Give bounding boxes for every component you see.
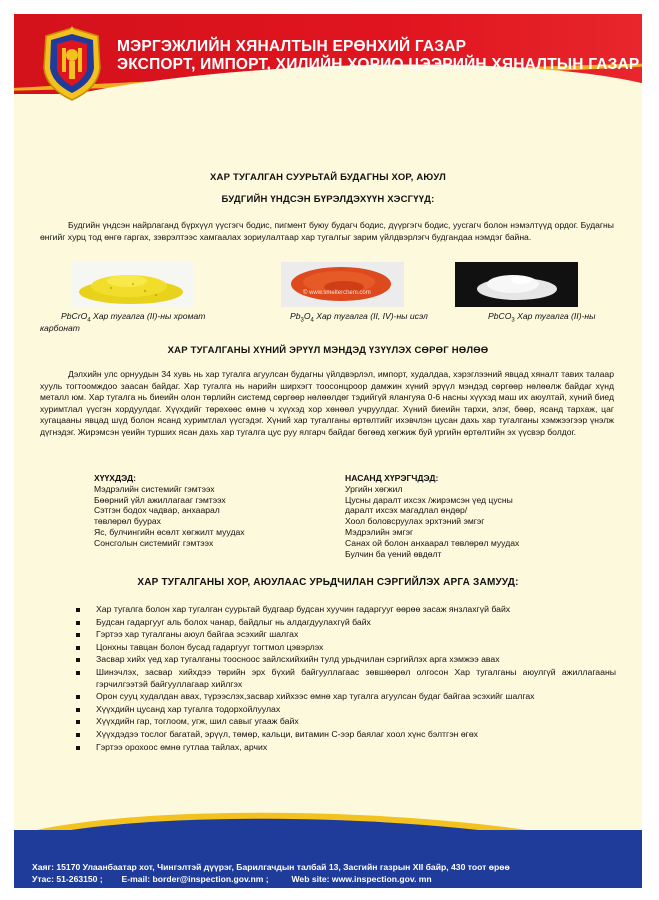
children-item: Сэтгэн бодох чадвар, анхаарал xyxy=(94,505,220,516)
carbonate-formula-sub: 3 xyxy=(511,317,515,324)
children-item: Мэдрэлийн системийг гэмтээх xyxy=(94,483,215,494)
adults-item: Хоол боловсруулах эрхтэний эмгэг xyxy=(345,516,485,527)
poster-page xyxy=(14,14,642,888)
chromate-formula: PbCrO xyxy=(61,311,88,321)
chromate-caption-text: Хар тугалга (II)-ны хромат xyxy=(90,311,206,321)
footer-website[interactable]: Web site: www.inspection.gov. mn xyxy=(291,874,432,884)
footer-phone: Утас: 51-263150 ; xyxy=(32,874,103,884)
components-paragraph: Будгийн үндсэн найрлаганд бүрхүүл үүсгэгч бодис, пигмент буюу будагч бодис, дүүргэгч бодис, уусгагч болон нэмэлтүүд ордог. Будагны өнгийг хурц тод өнгө гаргах, зэврэлтээс хамгаалах зориулалтаар хар тугалгыг зарим үйлдвэрлэгч будгандаа нэмдэг байна. xyxy=(40,220,614,242)
white-pigment-photo xyxy=(455,262,578,307)
carbonate-formula: PbCO xyxy=(488,311,512,321)
footer-address: Хаяг: 15170 Улаанбаатар хот, Чингэлтэй дүүрэг, Барилгачдын талбай 13, Засгийн газрын XII байр, 430 тоот өрөө xyxy=(32,862,510,872)
footer-banner xyxy=(14,812,642,888)
caption-oxide xyxy=(290,311,428,327)
adults-heading: НАСАНД ХҮРЭГЧДЭД: xyxy=(345,473,439,483)
prevention-item: Цонхны тавцан болон бусад гадаргууг тогтмол цэвэрлэх xyxy=(76,642,616,654)
caption-carbonate-continued xyxy=(40,323,80,334)
children-heading: ХҮҮХДЭД: xyxy=(94,473,137,483)
oxide-formula-sub2: 4 xyxy=(310,317,314,324)
footer-email[interactable]: E-mail: border@inspection.gov.nm ; xyxy=(121,874,269,884)
prevention-item: Хүүхдийн цусанд хар тугалга тодорхойлуулах xyxy=(76,704,616,716)
prevention-item: Орон сууц худалдан авах, түрээслэх,засвар хийхээс өмнө хар тугалга агуулсан будаг байгаа эсэхийг шалгах xyxy=(76,691,616,703)
carbonate-caption-cont: карбонат xyxy=(40,323,80,333)
adults-item: Санах ой болон анхаарал төвлөрөл муудах xyxy=(345,537,520,548)
prevention-item: Будсан гадаргууг аль болох чанар, байдлыг нь алдагдуулахгүй байх xyxy=(76,617,616,629)
chromate-formula-sub: 4 xyxy=(87,317,91,324)
red-pigment-photo xyxy=(281,262,404,307)
oxide-formula-mid: O xyxy=(303,311,311,321)
oxide-caption-text: Хар тугалга (II, IV)-ны исэл xyxy=(313,311,428,321)
main-title: ХАР ТУГАЛГАН СУУРЬТАЙ БУДАГНЫ ХОР, АЮУЛ xyxy=(209,172,447,183)
children-item: Бөөрний үйл ажиллагааг гэмтээх xyxy=(94,494,226,505)
section-prevention-title: ХАР ТУГАЛГАНЫ ХОР, АЮУЛААС УРЬДЧИЛАН СЭРГИЙЛЭХ АРГА ЗАМУУД: xyxy=(137,577,519,588)
children-item: төвлөрөл буурах xyxy=(94,516,161,527)
photo-watermark: © www.smelterchem.com xyxy=(303,290,371,296)
inspection-emblem-icon xyxy=(32,24,112,104)
adults-item: Цусны даралт ихсэх /жирэмсэн үед цусны xyxy=(345,494,513,505)
prevention-item: Шинэчлэх, засвар хийхдээ төрийн эрх бүхий байгууллагаас зөвшөөрөл олгосон Хар тугалганы аюулгүй ажиллагааны гэрчилгээтэй байгууллагаар хийлгэх xyxy=(76,667,616,690)
oxide-formula: Pb xyxy=(290,311,301,321)
children-item: Яс, булчингийн өсөлт хөгжилт муудах xyxy=(94,526,245,537)
adult-effects xyxy=(345,473,585,559)
children-item: Сонсголын системийг гэмтээх xyxy=(94,537,214,548)
footer-contacts xyxy=(32,874,432,884)
adults-item: Булчин ба үений өвдөлт xyxy=(345,548,442,559)
yellow-pigment-photo xyxy=(71,262,194,307)
department-title: ЭКСПОРТ, ИМПОРТ, ХИЛИЙН ХОРИО ЦЭЭРИЙН ХЯНАЛТЫН ГАЗАР xyxy=(117,56,640,73)
section-components-title: БУДГИЙН ҮНДСЭН БҮРЭЛДЭХҮҮН ХЭСГҮҮД: xyxy=(221,194,435,205)
agency-title: МЭРГЭЖЛИЙН ХЯНАЛТЫН ЕРӨНХИЙ ГАЗАР xyxy=(117,38,467,55)
caption-carbonate xyxy=(488,311,595,327)
prevention-item: Хүүхдэдээ тослог багатай, эрүүл, төмөр, кальци, витамин С-ээр баялаг хоол хүнс бэлтгэн өгөх xyxy=(76,729,616,741)
adults-item: Мэдрэлийн эмгэг xyxy=(345,526,414,537)
children-effects xyxy=(94,473,314,549)
caption-chromate xyxy=(61,311,205,327)
prevention-item: Гэртээ орохоос өмнө гутлаа тайлах, арчих xyxy=(76,742,616,754)
prevention-item: Хар тугалга болон хар тугалган суурьтай будгаар будсан хуучин гадаргууг өөрөө засаж янзлахгүй байх xyxy=(76,604,616,616)
section-health-title: ХАР ТУГАЛГАНЫ ХҮНИЙ ЭРҮҮЛ МЭНДЭД ҮЗҮҮЛЭХ СӨРӨГ НӨЛӨӨ xyxy=(167,345,489,356)
adults-item: даралт ихсэх магадлал өндөр/ xyxy=(345,505,468,516)
carbonate-caption-text: Хар тугалга (II)-ны xyxy=(514,311,596,321)
prevention-item: Засвар хийх үед хар тугалганы тоосноос зайлсхийхийн тулд урьдчилан сэргийлэх арга хэмжээ авах xyxy=(76,654,616,666)
oxide-formula-sub1: 3 xyxy=(300,317,304,324)
header-banner xyxy=(14,14,642,110)
prevention-list xyxy=(76,604,616,754)
prevention-item: Хүүхдийн гар, тоглоом, угж, шил савыг угааж байх xyxy=(76,716,616,728)
health-paragraph: Дэлхийн улс орнуудын 34 хувь нь хар тугалга агуулсан будагны үйлдвэрлэл, импорт, худалдаа, хэрэглээний явцад хяналт тавих талаар хууль тогтоомждоо заасан байдаг. Хар тугалга нь нарийн ширхэгт тоосонцроор дамжин хүний эрүүл мэндэд сөргөөр нөлөөлж байдаг хүнд металл юм. Хар тугалга нь биеийн олон төрлийн системд сөргөөр нөлөөлдөг тэдийгүй ялангуяа 0-6 насны хүүхэд маш их аюултай, хүний биед хуримтлал үүсгэн хордуулдаг. Хүүхдийг төрөхөөс өмнө ч хүүхэд хор хөнөөл учруулдаг. Хүний биеийн тархи, элэг, бөөр, ясанд тархаж, цаг хугацааны явцад шүд болон ясанд хуримтлал үүсгэдэг. Хүний хар тугалганы өртөлтийг ихэвчлэн цусан дахь хар тугалганы хэмжээгээр үнэлж дүгнэдэг. Жирэмсэн үеийн турших ясан дахь хар тугалга цус руу ялгарч байдаг бөгөөд хөгжиж буй ургийн өртөлтийн эх үүсвэр болдог. xyxy=(40,369,614,437)
adults-item: Ургийн хөгжил xyxy=(345,483,403,494)
prevention-item: Гэртээ хар тугалганы аюул байгаа эсэхийг шалгах xyxy=(76,629,616,641)
